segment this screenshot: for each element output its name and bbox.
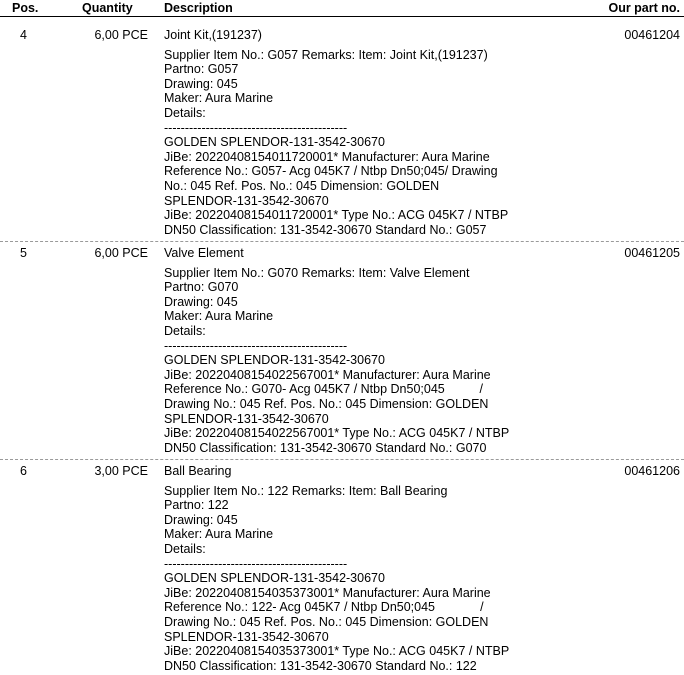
row-detail-line: Supplier Item No.: G070 Remarks: Item: Valve Element — [164, 265, 470, 280]
row-detail-line: SPLENDOR-131-3542-30670 — [164, 411, 329, 426]
row-detail-line: Details: — [164, 541, 206, 556]
row-detail-line: -------------------------------------------- — [164, 338, 348, 353]
column-header-pos: Pos. — [12, 1, 39, 15]
row-detail-line: -------------------------------------------- — [164, 556, 348, 571]
row-divider — [0, 241, 684, 242]
row-pos: 6 — [20, 464, 27, 478]
row-detail-line: GOLDEN SPLENDOR-131-3542-30670 — [164, 571, 385, 586]
row-title: Valve Element — [164, 246, 244, 260]
row-detail-line: Maker: Aura Marine — [164, 91, 274, 106]
row-detail-line: Drawing No.: 045 Ref. Pos. No.: 045 Dimension: GOLDEN — [164, 614, 489, 629]
row-quantity: 6,00 PCE — [94, 246, 148, 260]
row-detail-line: DN50 Classification: 131-3542-30670 Standard No.: G070 — [164, 440, 487, 455]
row-detail-line: Partno: G070 — [164, 280, 239, 295]
table-header — [0, 0, 684, 17]
column-header-quantity: Quantity — [82, 1, 133, 15]
row-detail-line: Drawing: 045 — [164, 76, 238, 91]
row-pos: 5 — [20, 246, 27, 260]
row-description — [164, 28, 524, 237]
row-detail-line: SPLENDOR-131-3542-30670 — [164, 629, 329, 644]
row-detail-line: Partno: G057 — [164, 62, 239, 77]
row-detail-line: Reference No.: G070- Acg 045K7 / Ntbp Dn50;045 / — [164, 382, 483, 397]
row-detail-line: DN50 Classification: 131-3542-30670 Standard No.: G057 — [164, 222, 487, 237]
row-detail-line: Partno: 122 — [164, 498, 229, 513]
row-part-no: 00461204 — [624, 28, 680, 42]
row-detail-line: GOLDEN SPLENDOR-131-3542-30670 — [164, 353, 385, 368]
row-description — [164, 464, 524, 673]
row-detail-line: DN50 Classification: 131-3542-30670 Standard No.: 122 — [164, 658, 477, 673]
row-detail-line: JiBe: 20220408154022567001* Type No.: ACG 045K7 / NTBP — [164, 426, 510, 441]
header-divider — [0, 16, 684, 17]
row-quantity: 3,00 PCE — [94, 464, 148, 478]
row-detail-line: JiBe: 20220408154035373001* Manufacturer: Aura Marine — [164, 585, 491, 600]
row-detail-line: JiBe: 20220408154011720001* Manufacturer: Aura Marine — [164, 149, 490, 164]
row-divider — [0, 459, 684, 460]
row-detail-line: Supplier Item No.: G057 Remarks: Item: Joint Kit,(191237) — [164, 47, 488, 62]
row-detail-line: GOLDEN SPLENDOR-131-3542-30670 — [164, 135, 385, 150]
row-detail-line: No.: 045 Ref. Pos. No.: 045 Dimension: GOLDEN — [164, 178, 440, 193]
row-detail-line: -------------------------------------------- — [164, 120, 348, 135]
row-part-no: 00461206 — [624, 464, 680, 478]
row-detail-line: Reference No.: G057- Acg 045K7 / Ntbp Dn50;045/ Drawing — [164, 164, 498, 179]
row-detail-line: Supplier Item No.: 122 Remarks: Item: Ball Bearing — [164, 483, 448, 498]
row-detail-line: JiBe: 20220408154035373001* Type No.: ACG 045K7 / NTBP — [164, 644, 510, 659]
row-detail-line: Drawing: 045 — [164, 512, 238, 527]
column-header-part-no: Our part no. — [608, 1, 680, 15]
row-title: Joint Kit,(191237) — [164, 28, 262, 42]
row-detail-line: JiBe: 20220408154022567001* Manufacturer: Aura Marine — [164, 367, 491, 382]
row-quantity: 6,00 PCE — [94, 28, 148, 42]
column-header-description: Description — [164, 1, 233, 15]
row-detail-line: Drawing No.: 045 Ref. Pos. No.: 045 Dimension: GOLDEN — [164, 396, 489, 411]
row-description — [164, 246, 524, 455]
row-detail-line: JiBe: 20220408154011720001* Type No.: ACG 045K7 / NTBP — [164, 208, 509, 223]
row-detail-line: Reference No.: 122- Acg 045K7 / Ntbp Dn50;045 / — [164, 600, 484, 615]
row-detail-line: Details: — [164, 323, 206, 338]
row-title: Ball Bearing — [164, 464, 232, 478]
row-detail-line: Drawing: 045 — [164, 294, 238, 309]
row-detail-line: Maker: Aura Marine — [164, 309, 274, 324]
row-detail-line: SPLENDOR-131-3542-30670 — [164, 193, 329, 208]
row-detail-line: Maker: Aura Marine — [164, 527, 274, 542]
row-detail-line: Details: — [164, 105, 206, 120]
row-part-no: 00461205 — [624, 246, 680, 260]
row-pos: 4 — [20, 28, 27, 42]
